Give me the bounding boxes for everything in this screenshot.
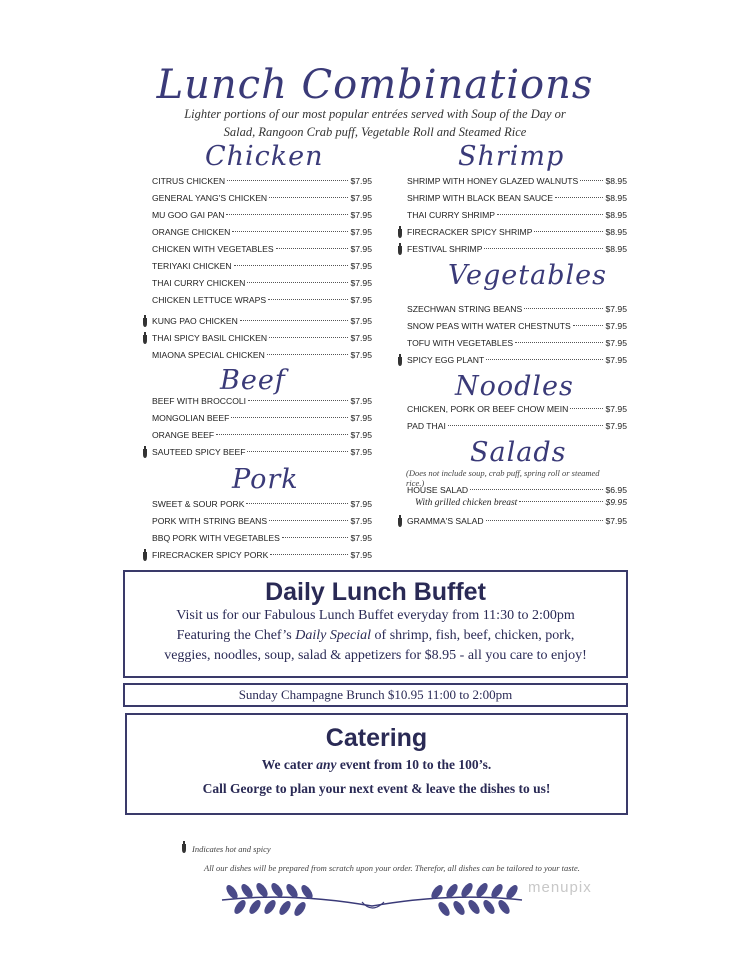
menu-subtitle [150,105,600,141]
dot-leader [486,359,603,360]
item-price: $7.95 [350,316,372,326]
vegetables-menu-item [407,337,627,350]
dot-leader [269,337,348,338]
chicken-menu-item [152,243,372,256]
hot-spicy-icon [142,315,148,327]
dot-leader [268,299,348,300]
item-name: SPICY EGG PLANT [407,355,485,365]
chicken-menu-item [152,332,372,345]
item-name: MONGOLIAN BEEF [152,413,230,423]
dot-leader [555,197,604,198]
item-price: $7.95 [350,350,372,360]
shrimp-menu-item [407,226,627,239]
menu-title: Lunch Combinations [156,62,594,108]
item-name: CITRUS CHICKEN [152,176,226,186]
item-name: PORK WITH STRING BEANS [152,516,268,526]
catering-box [125,713,628,815]
dot-leader [216,434,348,435]
item-price: $8.95 [605,227,627,237]
chicken-menu-item [152,277,372,290]
shrimp-menu-item [407,192,627,205]
salads-menu-item [407,496,627,509]
dot-leader [524,308,603,309]
item-price: $7.95 [605,338,627,348]
item-price: $7.95 [605,355,627,365]
dot-leader [519,501,603,502]
item-price: $8.95 [605,193,627,203]
item-name: ORANGE BEEF [152,430,215,440]
item-name: BEEF WITH BROCCOLI [152,396,247,406]
item-name: KUNG PAO CHICKEN [152,316,238,326]
item-name: TERIYAKI CHICKEN [152,261,232,271]
brunch-box: Sunday Champagne Brunch $10.95 11:00 to 2:00pm [123,683,628,707]
chicken-heading: Chicken [205,141,324,172]
buffet-line-2 [125,626,626,646]
dot-leader [573,325,604,326]
chicken-menu-item [152,175,372,188]
catering-title: Catering [325,724,428,752]
item-price: $7.95 [350,227,372,237]
legend-pepper-icon [181,841,187,853]
item-name: PAD THAI [407,421,446,431]
noodles-menu-item [407,403,627,416]
item-price: $7.95 [350,413,372,423]
dot-leader [276,248,349,249]
item-name: GRAMMA'S SALAD [407,516,484,526]
dot-leader [247,282,348,283]
catering-line-1-prefix: We cater [261,757,317,772]
hot-spicy-icon [142,446,148,458]
pork-menu-item [152,549,372,562]
dot-leader [497,214,603,215]
dot-leader [267,354,349,355]
shrimp-menu-item [407,209,627,222]
dot-leader [232,231,348,232]
item-price: $7.95 [350,499,372,509]
item-price: $7.95 [350,516,372,526]
hot-spicy-icon [397,226,403,238]
laurel-ornament-icon [212,880,532,920]
buffet-line-3: veggies, noodles, soup, salad & appetizers for $8.95 - all you care to enjoy! [164,648,587,663]
item-price: $7.95 [350,210,372,220]
buffet-line-2-suffix: of shrimp, fish, beef, chicken, pork, [371,628,575,643]
item-price: $7.95 [350,430,372,440]
beef-heading: Beef [220,365,286,396]
dot-leader [269,197,348,198]
dot-leader [246,503,348,504]
pork-menu-item [152,515,372,528]
item-name: FESTIVAL SHRIMP [407,244,483,254]
item-name: CHICKEN, PORK OR BEEF CHOW MEIN [407,404,569,414]
salads-note: (Does not include soup, crab puff, spring roll or steamed rice.) [406,468,600,488]
dot-leader [282,537,349,538]
hot-spicy-icon [397,243,403,255]
chicken-menu-item [152,315,372,328]
item-name: SHRIMP WITH BLACK BEAN SAUCE [407,193,553,203]
chicken-menu-item [152,294,372,307]
vegetables-menu-item [407,354,627,367]
dot-leader [448,425,604,426]
dot-leader [247,451,348,452]
item-price: $8.95 [605,176,627,186]
dot-leader [248,400,348,401]
chicken-menu-item [152,226,372,239]
noodles-heading: Noodles [455,371,574,402]
item-price: $7.95 [350,193,372,203]
buffet-box [123,570,628,678]
dot-leader [227,180,348,181]
item-name: SHRIMP WITH HONEY GLAZED WALNUTS [407,176,579,186]
vegetables-menu-item [407,320,627,333]
dot-leader [534,231,603,232]
item-price: $7.95 [350,550,372,560]
shrimp-menu-item [407,175,627,188]
salads-menu-item [407,515,627,528]
catering-any: any [316,757,337,772]
beef-menu-item [152,429,372,442]
item-price: $7.95 [605,304,627,314]
item-price: $7.95 [350,396,372,406]
beef-menu-item [152,412,372,425]
beef-menu-item [152,395,372,408]
item-name: FIRECRACKER SPICY SHRIMP [407,227,533,237]
item-name: THAI CURRY CHICKEN [152,278,246,288]
item-name: SAUTEED SPICY BEEF [152,447,246,457]
item-price: $7.95 [350,261,372,271]
catering-line-1 [127,753,626,777]
chicken-menu-item [152,349,372,362]
vegetables-heading: Vegetables [448,260,607,291]
hot-spicy-icon [397,354,403,366]
item-name: MIAONA SPECIAL CHICKEN [152,350,265,360]
dot-leader [269,520,348,521]
dot-leader [484,248,603,249]
subtitle-line-2: Salad, Rangoon Crab puff, Vegetable Roll and Steamed Rice [223,125,527,139]
buffet-line-1: Visit us for our Fabulous Lunch Buffet everyday from 11:30 to 2:00pm [176,608,575,623]
chicken-menu-item [152,260,372,273]
chicken-menu-item [152,209,372,222]
item-price: $7.95 [350,244,372,254]
item-name: SWEET & SOUR PORK [152,499,245,509]
pork-menu-item [152,532,372,545]
item-price: $9.95 [605,497,627,507]
dot-leader [570,408,603,409]
hot-spicy-icon [142,332,148,344]
dot-leader [270,554,348,555]
item-name: CHICKEN WITH VEGETABLES [152,244,274,254]
dot-leader [234,265,349,266]
dot-leader [240,320,349,321]
item-name: THAI CURRY SHRIMP [407,210,496,220]
item-name: SZECHWAN STRING BEANS [407,304,523,314]
item-price: $7.95 [605,421,627,431]
item-name: HOUSE SALAD [407,485,469,495]
dot-leader [226,214,348,215]
item-name: CHICKEN LETTUCE WRAPS [152,295,267,305]
hot-spicy-icon [397,515,403,527]
item-name: THAI SPICY BASIL CHICKEN [152,333,268,343]
menupix-watermark: menupix [528,879,592,896]
item-price: $7.95 [350,447,372,457]
dot-leader [231,417,348,418]
item-name: BBQ PORK WITH VEGETABLES [152,533,280,543]
dot-leader [470,489,603,490]
subtitle-line-1: Lighter portions of our most popular entrées served with Soup of the Day or [184,107,566,121]
item-price: $8.95 [605,244,627,254]
item-price: $7.95 [350,533,372,543]
item-name: With grilled chicken breast [415,498,518,508]
dot-leader [580,180,603,181]
item-name: ORANGE CHICKEN [152,227,231,237]
hot-spicy-icon [142,549,148,561]
footer-note: All our dishes will be prepared from scratch upon your order. Therefor, all dishes can be tailored to your taste. [204,863,580,873]
item-price: $6.95 [605,485,627,495]
item-price: $7.95 [350,176,372,186]
item-name: GENERAL YANG'S CHICKEN [152,193,268,203]
chicken-menu-item [152,192,372,205]
catering-line-1-suffix: event from 10 to the 100’s. [336,757,492,772]
catering-line-2: Call George to plan your next event & leave the dishes to us! [202,781,551,796]
dot-leader [515,342,603,343]
item-price: $7.95 [605,516,627,526]
item-price: $7.95 [350,295,372,305]
shrimp-heading: Shrimp [458,141,565,172]
pork-menu-item [152,498,372,511]
shrimp-menu-item [407,243,627,256]
item-name: MU GOO GAI PAN [152,210,225,220]
item-price: $7.95 [605,404,627,414]
vegetables-menu-item [407,303,627,316]
buffet-line-2-prefix: Featuring the Chef’s [176,628,296,643]
buffet-title: Daily Lunch Buffet [265,578,486,606]
beef-menu-item [152,446,372,459]
noodles-menu-item [407,420,627,433]
item-name: SNOW PEAS WITH WATER CHESTNUTS [407,321,571,331]
legend-text: Indicates hot and spicy [192,844,271,854]
item-price: $8.95 [605,210,627,220]
salads-heading: Salads [470,437,567,468]
item-name: TOFU WITH VEGETABLES [407,338,514,348]
item-name: FIRECRACKER SPICY PORK [152,550,269,560]
item-price: $7.95 [350,278,372,288]
item-price: $7.95 [605,321,627,331]
item-price: $7.95 [350,333,372,343]
pork-heading: Pork [232,464,299,495]
buffet-daily-special: Daily Special [295,628,372,643]
dot-leader [486,520,604,521]
